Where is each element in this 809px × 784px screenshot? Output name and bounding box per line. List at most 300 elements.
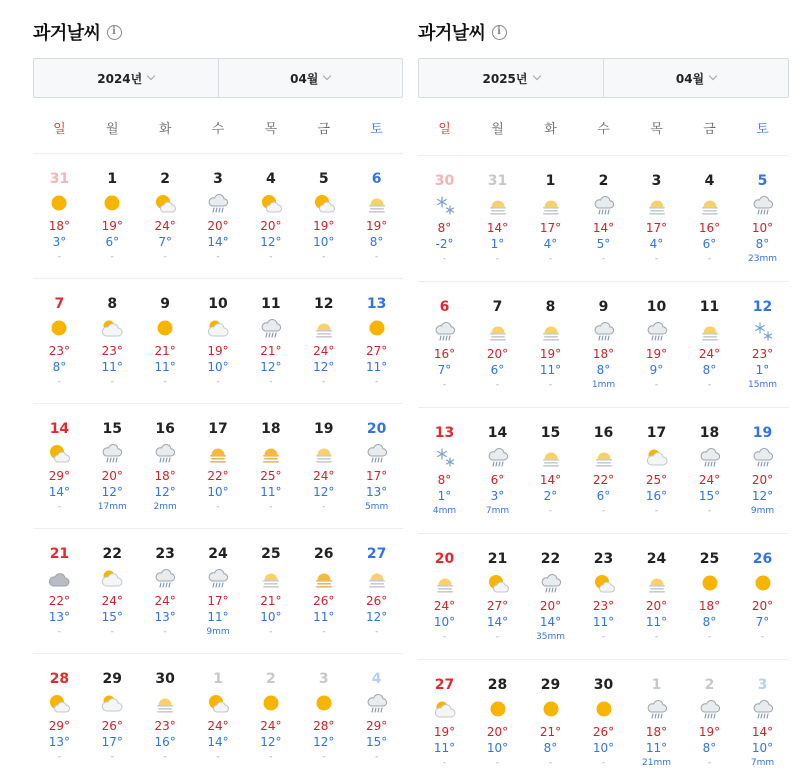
day-number: 1 [107, 171, 118, 187]
day-cell[interactable] [577, 534, 630, 656]
weekday-label: 토 [370, 122, 383, 137]
sun-icon [487, 698, 509, 720]
day-cell[interactable] [350, 154, 403, 276]
precipitation: - [442, 254, 447, 264]
day-cell[interactable] [33, 154, 86, 276]
day-cell[interactable] [418, 408, 471, 530]
low-temp: -2° [435, 237, 454, 251]
low-temp: 11° [207, 610, 229, 624]
high-temp: 19° [645, 347, 668, 361]
haze-icon [646, 194, 668, 216]
low-temp: 14° [207, 235, 229, 249]
day-cell[interactable] [139, 154, 192, 276]
week-row [33, 528, 403, 651]
high-temp: 25° [260, 469, 282, 483]
sun-cloud-icon [593, 572, 615, 594]
day-number: 13 [366, 296, 387, 312]
precipitation: - [216, 502, 220, 512]
day-cell[interactable] [524, 282, 577, 404]
week-row [418, 155, 789, 278]
low-temp: 11° [645, 615, 668, 629]
high-temp: 17° [207, 594, 229, 608]
sun-cloud-icon [207, 692, 229, 714]
high-temp: 23° [751, 347, 774, 361]
precipitation: - [707, 506, 712, 516]
day-cell[interactable] [33, 279, 86, 401]
precipitation: - [548, 758, 553, 768]
low-temp: 15° [365, 735, 388, 749]
day-number: 26 [313, 546, 334, 562]
haze-icon [260, 567, 282, 589]
high-temp: 17° [365, 469, 388, 483]
day-cell[interactable] [471, 282, 524, 404]
precipitation: - [163, 752, 167, 762]
high-temp: 21° [260, 594, 282, 608]
day-number: 17 [208, 421, 228, 437]
high-temp: 21° [539, 725, 562, 739]
day-cell[interactable] [630, 156, 683, 278]
calendar-header [33, 20, 122, 44]
high-temp: 21° [260, 344, 282, 358]
day-cell[interactable] [418, 534, 471, 656]
day-cell[interactable] [244, 154, 297, 276]
cloud-icon [48, 567, 70, 589]
day-number: 3 [757, 677, 768, 693]
day-cell[interactable] [418, 156, 471, 278]
high-temp: 29° [48, 469, 71, 483]
sun-icon [260, 692, 282, 714]
high-temp: 19° [433, 725, 456, 739]
day-number: 7 [54, 296, 65, 312]
low-temp: 13° [48, 610, 71, 624]
day-cell[interactable] [524, 156, 577, 278]
precipitation: - [110, 752, 114, 762]
partly-cloudy-icon [101, 692, 123, 714]
day-number: 19 [313, 421, 334, 437]
day-cell[interactable] [86, 404, 139, 526]
day-number: 8 [545, 299, 556, 315]
low-temp: 12° [154, 485, 176, 499]
year-dropdown[interactable] [419, 59, 603, 97]
day-cell[interactable] [86, 154, 139, 276]
precipitation: - [269, 502, 273, 512]
high-temp: 19° [365, 219, 388, 233]
day-cell[interactable] [736, 408, 789, 530]
day-cell[interactable] [192, 279, 245, 401]
high-temp: 10° [751, 221, 774, 235]
day-cell[interactable] [577, 282, 630, 404]
weekday-label: 일 [53, 122, 66, 137]
low-temp: 15° [101, 610, 123, 624]
day-cell[interactable] [192, 154, 245, 276]
day-cell[interactable] [524, 534, 577, 656]
day-cell[interactable] [139, 654, 192, 776]
low-temp: 7° [755, 615, 770, 629]
day-number: 14 [487, 425, 508, 441]
day-cell[interactable] [86, 654, 139, 776]
high-temp: 22° [207, 469, 229, 483]
day-cell[interactable] [471, 408, 524, 530]
rain-icon [752, 446, 774, 468]
partly-cloudy-icon [101, 317, 123, 339]
precipitation: - [57, 252, 62, 262]
low-temp: 1° [755, 363, 770, 377]
precipitation: - [269, 627, 273, 637]
low-temp: 9° [649, 363, 664, 377]
snow-icon [434, 446, 456, 468]
day-number: 21 [49, 546, 70, 562]
precipitation: - [374, 252, 379, 262]
precipitation: - [57, 502, 62, 512]
rain-icon [593, 194, 615, 216]
weekday-label: 화 [544, 122, 557, 137]
haze-icon [487, 320, 509, 342]
rain-icon [646, 320, 668, 342]
low-temp: 13° [154, 610, 176, 624]
day-cell[interactable] [192, 654, 245, 776]
precipitation: 17mm [97, 502, 127, 512]
year-dropdown[interactable] [34, 59, 218, 97]
day-cell[interactable] [736, 156, 789, 278]
day-cell[interactable] [683, 534, 736, 656]
precipitation: - [654, 632, 659, 642]
high-temp: 23° [101, 344, 123, 358]
weekday-label: 수 [597, 122, 610, 137]
precipitation: - [110, 252, 114, 262]
day-cell[interactable] [33, 654, 86, 776]
day-cell[interactable] [192, 404, 245, 526]
day-cell[interactable] [577, 660, 630, 782]
precipitation: 2mm [153, 502, 177, 512]
low-temp: 3° [490, 489, 505, 503]
week-row [418, 533, 789, 656]
day-cell[interactable] [139, 529, 192, 651]
low-temp: 11° [260, 485, 282, 499]
day-number: 1 [213, 671, 223, 687]
day-cell[interactable] [86, 529, 139, 651]
precipitation: 5mm [364, 502, 389, 512]
month-dropdown[interactable] [603, 59, 788, 97]
chevron-down-icon [532, 71, 540, 79]
precipitation: 15mm [748, 380, 777, 390]
low-temp: 14° [207, 735, 229, 749]
day-number: 11 [261, 296, 281, 312]
day-number: 4 [265, 171, 276, 187]
high-temp: 23° [154, 719, 176, 733]
weekday-label: 월 [491, 122, 504, 137]
weekday-label: 화 [158, 122, 172, 137]
precipitation: - [216, 252, 220, 262]
high-temp: 20° [486, 347, 509, 361]
precipitation: 4mm [432, 506, 457, 516]
day-number: 27 [434, 677, 455, 693]
day-cell[interactable] [297, 279, 350, 401]
low-temp: 6° [596, 489, 611, 503]
day-cell[interactable] [577, 408, 630, 530]
low-temp: 1° [490, 237, 505, 251]
day-number: 5 [318, 171, 329, 187]
day-number: 29 [540, 677, 561, 693]
precipitation: 9mm [750, 506, 775, 516]
day-number: 16 [155, 421, 175, 437]
day-cell[interactable] [630, 660, 683, 782]
month-value: 04월 [290, 71, 319, 86]
year-value: 2025년 [482, 71, 528, 86]
precipitation: - [216, 377, 220, 387]
high-temp: 20° [751, 599, 774, 613]
partly-cloudy-icon [101, 567, 123, 589]
precipitation: - [707, 380, 712, 390]
haze-icon [487, 194, 509, 216]
weekday-label: 목 [650, 122, 663, 137]
sun-icon [101, 192, 123, 214]
sun-icon [313, 692, 335, 714]
day-number: 23 [155, 546, 175, 562]
low-temp: 8° [755, 237, 770, 251]
day-number: 24 [646, 551, 667, 567]
low-temp: 12° [751, 489, 774, 503]
chevron-down-icon [709, 71, 717, 79]
day-cell[interactable] [418, 282, 471, 404]
sun-icon [154, 317, 176, 339]
day-cell[interactable] [139, 279, 192, 401]
high-temp: 18° [592, 347, 615, 361]
precipitation: - [322, 627, 326, 637]
low-temp: 8° [702, 741, 717, 755]
low-temp: 4° [649, 237, 664, 251]
day-cell[interactable] [244, 529, 297, 651]
low-temp: 12° [260, 735, 282, 749]
precipitation: - [760, 632, 765, 642]
day-number: 16 [593, 425, 614, 441]
low-temp: 12° [260, 235, 282, 249]
precipitation: - [269, 377, 273, 387]
day-number: 12 [313, 296, 334, 312]
day-cell[interactable] [244, 404, 297, 526]
day-cell[interactable] [736, 660, 789, 782]
precipitation: - [707, 758, 712, 768]
precipitation: - [322, 502, 326, 512]
day-number: 29 [102, 671, 123, 687]
day-cell[interactable] [297, 154, 350, 276]
weekday-label: 수 [211, 122, 225, 137]
high-temp: 24° [260, 719, 282, 733]
day-cell[interactable] [577, 156, 630, 278]
low-temp: 13° [365, 485, 388, 499]
partly-cloudy-icon [434, 698, 456, 720]
rain-icon [366, 692, 388, 714]
high-temp: 20° [539, 599, 562, 613]
day-cell[interactable] [139, 404, 192, 526]
info-icon[interactable]: i [107, 25, 122, 40]
high-temp: 20° [645, 599, 668, 613]
rain-icon [260, 317, 282, 339]
high-temp: 27° [365, 344, 388, 358]
day-cell[interactable] [244, 279, 297, 401]
precipitation: 7mm [750, 758, 775, 768]
day-cell[interactable] [418, 660, 471, 782]
sun-cloud-icon [154, 192, 176, 214]
day-cell[interactable] [630, 408, 683, 530]
weekday-label: 목 [264, 122, 278, 137]
day-number: 8 [107, 296, 118, 312]
rain-icon [540, 572, 562, 594]
day-number: 6 [371, 171, 382, 187]
low-temp: 12° [313, 735, 335, 749]
day-number: 31 [487, 173, 508, 189]
day-number: 9 [160, 296, 171, 312]
weekday-label: 월 [106, 122, 119, 137]
low-temp: 4° [543, 237, 558, 251]
precipitation: - [495, 632, 500, 642]
day-cell[interactable] [630, 534, 683, 656]
sun-icon [540, 698, 562, 720]
calendar-title: 과거날씨 [33, 23, 101, 44]
rain-icon [646, 698, 668, 720]
sun-icon [366, 317, 388, 339]
sun-icon [48, 317, 70, 339]
low-temp: 8° [52, 360, 67, 374]
rain-icon [154, 442, 176, 464]
month-dropdown[interactable] [218, 59, 403, 97]
info-icon[interactable]: i [492, 25, 507, 40]
day-cell[interactable] [683, 660, 736, 782]
haze-icon [540, 446, 562, 468]
high-temp: 18° [645, 725, 668, 739]
sun-cloud-icon [487, 572, 509, 594]
sun-cloud-icon [313, 192, 335, 214]
day-number: 13 [434, 425, 455, 441]
day-cell[interactable] [192, 529, 245, 651]
precipitation: - [163, 627, 167, 637]
low-temp: 11° [645, 741, 668, 755]
precipitation: - [495, 254, 500, 264]
month-value: 04월 [675, 71, 705, 86]
day-cell[interactable] [736, 534, 789, 656]
day-number: 6 [439, 299, 450, 315]
day-cell[interactable] [524, 660, 577, 782]
weekday-label: 금 [703, 122, 716, 137]
high-temp: 8° [437, 473, 452, 487]
high-temp: 24° [313, 344, 335, 358]
haze-icon [593, 446, 615, 468]
precipitation: - [707, 254, 712, 264]
haze-icon [540, 194, 562, 216]
precipitation: - [548, 506, 553, 516]
day-cell[interactable] [350, 654, 403, 776]
day-number: 1 [545, 173, 556, 189]
low-temp: 12° [365, 610, 388, 624]
day-cell[interactable] [33, 404, 86, 526]
day-number: 22 [540, 551, 561, 567]
day-cell[interactable] [350, 404, 403, 526]
rain-icon [207, 567, 229, 589]
day-number: 18 [261, 421, 281, 437]
low-temp: 8° [702, 363, 717, 377]
calendar-header [418, 20, 507, 44]
day-number: 25 [699, 551, 720, 567]
high-temp: 19° [207, 344, 229, 358]
high-temp: 26° [313, 594, 335, 608]
low-temp: 12° [313, 485, 335, 499]
high-temp: 14° [592, 221, 615, 235]
low-temp: 16° [645, 489, 668, 503]
day-number: 2 [160, 171, 171, 187]
day-cell[interactable] [736, 282, 789, 404]
day-cell[interactable] [297, 654, 350, 776]
day-number: 28 [487, 677, 508, 693]
low-temp: 7° [437, 363, 452, 377]
day-number: 11 [699, 299, 720, 315]
low-temp: 10° [207, 360, 229, 374]
rain-icon [366, 442, 388, 464]
day-cell[interactable] [524, 408, 577, 530]
precipitation: - [163, 252, 167, 262]
low-temp: 10° [433, 615, 456, 629]
day-cell[interactable] [630, 282, 683, 404]
day-cell[interactable] [471, 534, 524, 656]
day-cell[interactable] [683, 408, 736, 530]
day-cell[interactable] [471, 660, 524, 782]
high-temp: 24° [154, 219, 176, 233]
weekday-header [418, 118, 789, 137]
precipitation: 21mm [642, 758, 671, 768]
yellow-dust-icon [260, 442, 282, 464]
rain-icon [207, 192, 229, 214]
snow-icon [434, 194, 456, 216]
precipitation: - [548, 254, 553, 264]
precipitation: - [57, 377, 62, 387]
day-cell[interactable] [86, 279, 139, 401]
rain-icon [752, 698, 774, 720]
day-cell[interactable] [33, 529, 86, 651]
day-number: 27 [366, 546, 387, 562]
week-row [33, 653, 403, 776]
day-number: 23 [593, 551, 614, 567]
day-number: 30 [593, 677, 614, 693]
day-number: 4 [371, 671, 382, 687]
day-cell[interactable] [683, 282, 736, 404]
high-temp: 6° [490, 473, 505, 487]
day-cell[interactable] [297, 529, 350, 651]
high-temp: 24° [698, 473, 721, 487]
precipitation: - [163, 377, 167, 387]
high-temp: 29° [48, 719, 71, 733]
day-number: 26 [752, 551, 773, 567]
week-row [418, 281, 789, 404]
day-cell[interactable] [350, 529, 403, 651]
high-temp: 22° [48, 594, 71, 608]
rain-icon [699, 446, 721, 468]
low-temp: 12° [313, 360, 335, 374]
day-number: 20 [366, 421, 387, 437]
precipitation: - [216, 752, 220, 762]
precipitation: - [374, 627, 379, 637]
day-cell[interactable] [297, 404, 350, 526]
day-cell[interactable] [471, 156, 524, 278]
rain-icon [699, 698, 721, 720]
day-number: 20 [434, 551, 455, 567]
day-cell[interactable] [683, 156, 736, 278]
low-temp: 2° [543, 489, 558, 503]
day-cell[interactable] [244, 654, 297, 776]
weekday-header [33, 118, 403, 137]
high-temp: 21° [154, 344, 176, 358]
day-number: 19 [752, 425, 773, 441]
day-cell[interactable] [350, 279, 403, 401]
rain-icon [487, 446, 509, 468]
day-number: 22 [102, 546, 123, 562]
